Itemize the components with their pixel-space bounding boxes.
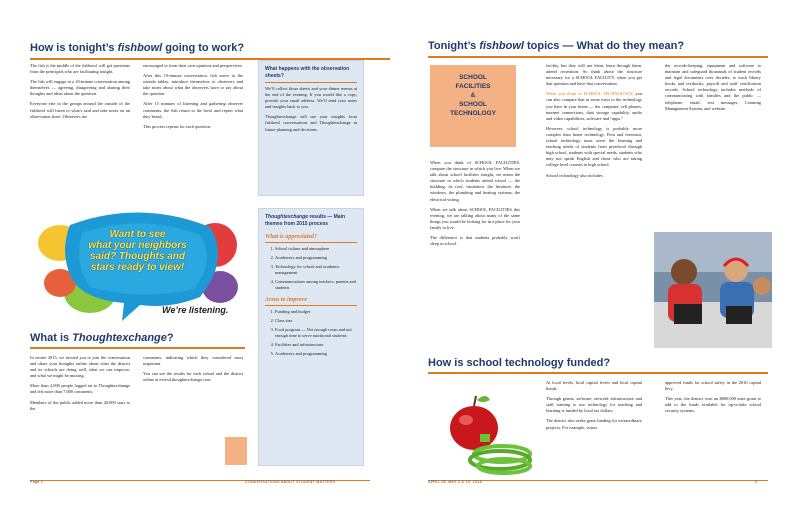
left-heading-fishbowl: How is tonight’s fishbowl going to work? — [30, 42, 245, 54]
right-heading-topics: Tonight’s fishbowl topics — What do they mean? — [428, 40, 685, 52]
paragraph: At local levels, local capital levies and local capital bonds. — [546, 380, 642, 392]
improve-heading: Areas to improve — [265, 297, 307, 303]
page-number: 3 — [755, 480, 758, 484]
bubble-line: stars ready to view! — [90, 262, 185, 273]
list-item: 1. Funding and budget — [275, 309, 357, 315]
highlight-text: When you think of SCHOOL TECHNOLOGY — [546, 91, 633, 97]
heading-rule — [30, 347, 245, 349]
list-item: 1. School culture and atmosphere — [275, 246, 357, 252]
paragraph: Members of the public added more than 20,000 stars to the — [30, 399, 130, 411]
heading-rule — [428, 56, 768, 58]
paragraph: Thoughtexchange will use your insights from fishbowl conversations and Thoughtexchange in future planning and decisions. — [265, 114, 357, 132]
paragraph: When you think of SCHOOL FACILITIES, compare the structure in which you live. When we talk about school facilities tonight, we mean the structure in which students attend school — the building, its roof, insulation, the furniture, the windows, the plumbing and heating systems, the electrical wiring. — [430, 160, 520, 202]
list-item: 3. Food program — Not enough room and not enough time to serve nutritional students — [275, 327, 357, 339]
paragraph: facility, but they will use them, learn through them, attend recreation. So think about the structure necessary for a SCHOOL FACILITY, when you get that question and have that conversation. — [546, 63, 642, 87]
paragraph: Through grants, software, network infrastructure and staff training to use technology for teaching and learning is funded by local tax dollars. — [546, 396, 642, 414]
sidebar-heading: What happens with the observation sheets? — [265, 66, 350, 79]
paragraph: the records-keeping, equipment and software to maintain and safeguard thousands of student records and legal documents over decades, to track library books and textbooks, payroll and staff certification records. School technology includes methods of communicating with families and the public — telephone, email, text messages, Learning Management System, and website. — [665, 63, 761, 111]
list-item: 5. Academics and programming — [275, 351, 357, 357]
bubble-line: said? Thoughts and — [90, 251, 185, 262]
paragraph: This year, the district won an $800,000 state grant to add to the funds available for up-to-date school security systems. — [665, 396, 761, 414]
paragraph: You can see the results for each school and the district online at eversd.thoughtexchange.com. — [143, 371, 243, 383]
left-col-2 — [143, 63, 243, 134]
bubble-line: what your neighbors — [88, 240, 187, 251]
paragraph: This process repeats for each question. — [143, 123, 212, 129]
paragraph: We’ll collect those sheets and your dinner menus at the end of the evening. If you would like a copy, provide your email address. We’ll send your notes and insights back to you. — [265, 86, 357, 110]
apple-graphic — [440, 388, 535, 476]
left-heading-thoughtexchange: What is Thoughtexchange? — [30, 332, 174, 344]
paragraph: approved funds for school safety in the 2010 capital levy. — [665, 380, 761, 392]
paragraph: More than 4,000 people logged on to Thoughtexchange and left more than 7,000 comments. — [30, 383, 130, 395]
listening-illustration — [30, 205, 245, 325]
paragraph: Everyone else in the groups around the outside of the fishbowl will listen to what's said and take notes on an observation sheet. Observers are — [30, 101, 130, 119]
observation-sidebar — [258, 60, 364, 196]
sidebar-subtitle: results — Main themes from 2015 process — [265, 214, 346, 227]
bubble-text — [70, 229, 205, 273]
left-col-4 — [143, 355, 243, 387]
sidebar-title: Thoughtexchange — [265, 214, 309, 220]
right-col-3 — [665, 63, 761, 116]
right-col-2 — [546, 63, 642, 183]
paragraph: The district also seeks grant funding for extraordinary projects. For example, voters — [546, 418, 642, 430]
paragraph: School technology also includes — [546, 172, 603, 178]
paragraph: comments, indicating which they considered most important. — [143, 355, 243, 367]
sidebar-heading — [265, 214, 357, 228]
sidebar-rule — [265, 305, 357, 306]
right-col-4 — [546, 380, 642, 435]
paragraph: After 15 minutes of listening and gathering observer comments, the fish return to the bowl and report what they heard. — [143, 101, 243, 119]
apple-cable-photo — [440, 388, 535, 476]
topic-box-line: & — [470, 92, 476, 99]
listening-tagline: We’re listening. — [162, 305, 229, 315]
list-item: 2. Class size — [275, 318, 357, 324]
footer-dates: APRIL 28, MAY 2 & 19, 2016 — [428, 480, 482, 484]
students-tablets-photo — [654, 232, 772, 348]
page-number: Page 2 — [30, 480, 44, 484]
improve-list — [265, 309, 357, 357]
right-heading-funded: How is school technology funded? — [428, 357, 611, 369]
heading-rule — [428, 372, 768, 374]
photo-graphic — [654, 232, 772, 348]
paragraph-text: , you can also compare that in some ways to the technology you have in your home — the computer, cell phones, internet connections, data storage capability, audio and video capabilities, software and “apps.” — [546, 91, 642, 121]
left-col-1 — [30, 63, 130, 124]
results-sidebar — [258, 208, 364, 466]
right-col-5 — [665, 380, 761, 418]
paragraph: The fish will engage in a 10-minute conversation among themselves — agreeing, disagreeing and sharing their thoughts and ideas about the question. — [30, 79, 130, 97]
left-col-3 — [30, 355, 130, 416]
list-item: 4. Communications among teachers, parents and students — [275, 279, 357, 291]
paragraph: However, school technology is probably more complex than home technology. First and foremost, school technology must serve the learning and teaching needs of students from preschool through high school, students with special needs, students who may not speak English and those who are taking college level courses in high school. — [546, 125, 642, 168]
paragraph — [546, 91, 642, 121]
topic-box-line: SCHOOL — [459, 101, 487, 108]
decorative-block — [225, 437, 247, 465]
paragraph: The difference is that students probably won't sleep in school. — [430, 235, 520, 247]
topic-box-line: TECHNOLOGY — [450, 110, 496, 117]
footer-title: CONVERSATIONS ABOUT STUDENT MATTERS — [245, 480, 336, 484]
topic-box-line: FACILITIES — [455, 83, 491, 90]
right-col-1 — [430, 160, 520, 251]
list-item: 3. Technology for school and academic management — [275, 264, 357, 276]
list-item: 2. Academics and programming — [275, 255, 357, 261]
list-item: 4. Facilities and infrastructure — [275, 342, 357, 348]
topic-box — [430, 65, 516, 147]
appreciated-heading: What is appreciated? — [265, 234, 317, 240]
paragraph: In winter 2015, we invited you to join the conversation and share your thoughts online about what the district and its schools are doing well, what we can improve, and what we might be missing. — [30, 355, 130, 379]
bubble-line: Want to see — [109, 229, 166, 240]
topic-box-line: SCHOOL — [459, 74, 487, 81]
sidebar-body — [265, 86, 357, 133]
paragraph: After this 10-minute conversation, fish move to the outside tables, introduce themselves to observers and take notes about what the observers have to say about the question. — [143, 73, 243, 97]
paragraph: When we talk about SCHOOL FACILITIES this evening, we are talking about many of the same things you would be looking for in a place for your family to live. — [430, 206, 520, 230]
paragraph: The fish is the middle of the fishbowl will get questions from the principals who are facilitating tonight. — [30, 63, 130, 75]
appreciated-list — [265, 246, 357, 291]
sidebar-rule — [265, 242, 357, 243]
right-page — [400, 0, 800, 517]
paragraph: encouraged to form their own opinions and perspectives. — [143, 63, 243, 68]
sidebar-rule — [265, 82, 357, 83]
